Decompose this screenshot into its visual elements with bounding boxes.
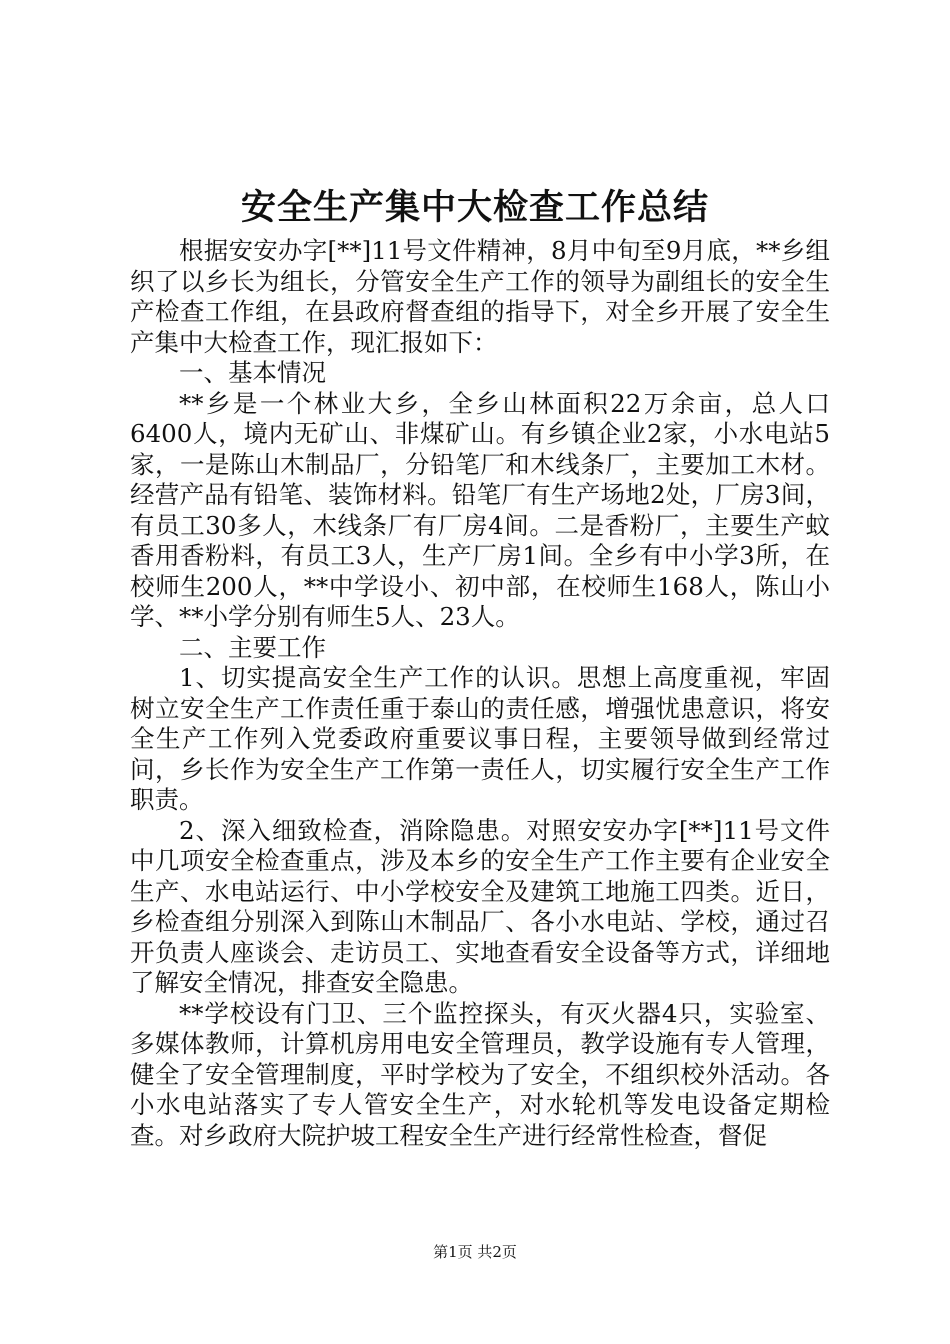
main-work-item-1: 1、切实提高安全生产工作的认识。思想上高度重视，牢固树立安全生产工作责任重于泰山的责任感，增强忧患意识，将安全生产工作列入党委政府重要议事日程，主要领导做到经常过问，乡长作为安全生产工作第一责任人，切实履行安全生产工作职责。 xyxy=(130,663,830,814)
document-body xyxy=(130,236,830,1151)
school-safety-paragraph: **学校设有门卫、三个监控探头，有灭火器4只，实验室、多媒体教师，计算机房用电安全管理员，教学设施有专人管理，健全了安全管理制度，平时学校为了安全，不组织校外活动。各小水电站落实了专人管安全生产，对水轮机等发电设备定期检查。对乡政府大院护坡工程安全生产进行经常性检查，督促 xyxy=(130,998,830,1150)
main-work-item-2: 2、深入细致检查，消除隐患。对照安安办字[**]11号文件中几项安全检查重点，涉及本乡的安全生产工作主要有企业安全生产、水电站运行、中小学校安全及建筑工地施工四类。近日，乡检查组分别深入到陈山木制品厂、各小水电站、学校，通过召开负责人座谈会、走访员工、实地查看安全设备等方式，详细地了解安全情况，排查安全隐患。 xyxy=(130,815,830,997)
section-heading-basic-situation: 一、基本情况 xyxy=(179,358,326,387)
page-footer: 第1页 共2页 xyxy=(433,1243,517,1261)
basic-situation-paragraph: **乡是一个林业大乡，全乡山林面积22万余亩，总人口6400人，境内无矿山、非煤矿山。有乡镇企业2家，小水电站5家，一是陈山木制品厂，分铅笔厂和木线条厂，主要加工木材。经营产品有铅笔、装饰材料。铅笔厂有生产场地2处，厂房3间，有员工30多人，木线条厂有厂房4间。二是香粉厂，主要生产蚊香用香粉料，有员工3人，生产厂房1间。全乡有中小学3所，在校师生200人，**中学设小、初中部，在校师生168人，陈山小学、**小学分别有师生5人、23人。 xyxy=(130,388,830,631)
section-heading-main-work: 二、主要工作 xyxy=(179,632,326,662)
intro-paragraph: 根据安安办字[**]11号文件精神，8月中旬至9月底，**乡组织了以乡长为组长，分管安全生产工作的领导为副组长的安全生产检查工作组，在县政府督查组的指导下，对全乡开展了安全生产集中大检查工作，现汇报如下： xyxy=(130,236,830,357)
document-title: 安全生产集中大检查工作总结 xyxy=(240,187,709,228)
